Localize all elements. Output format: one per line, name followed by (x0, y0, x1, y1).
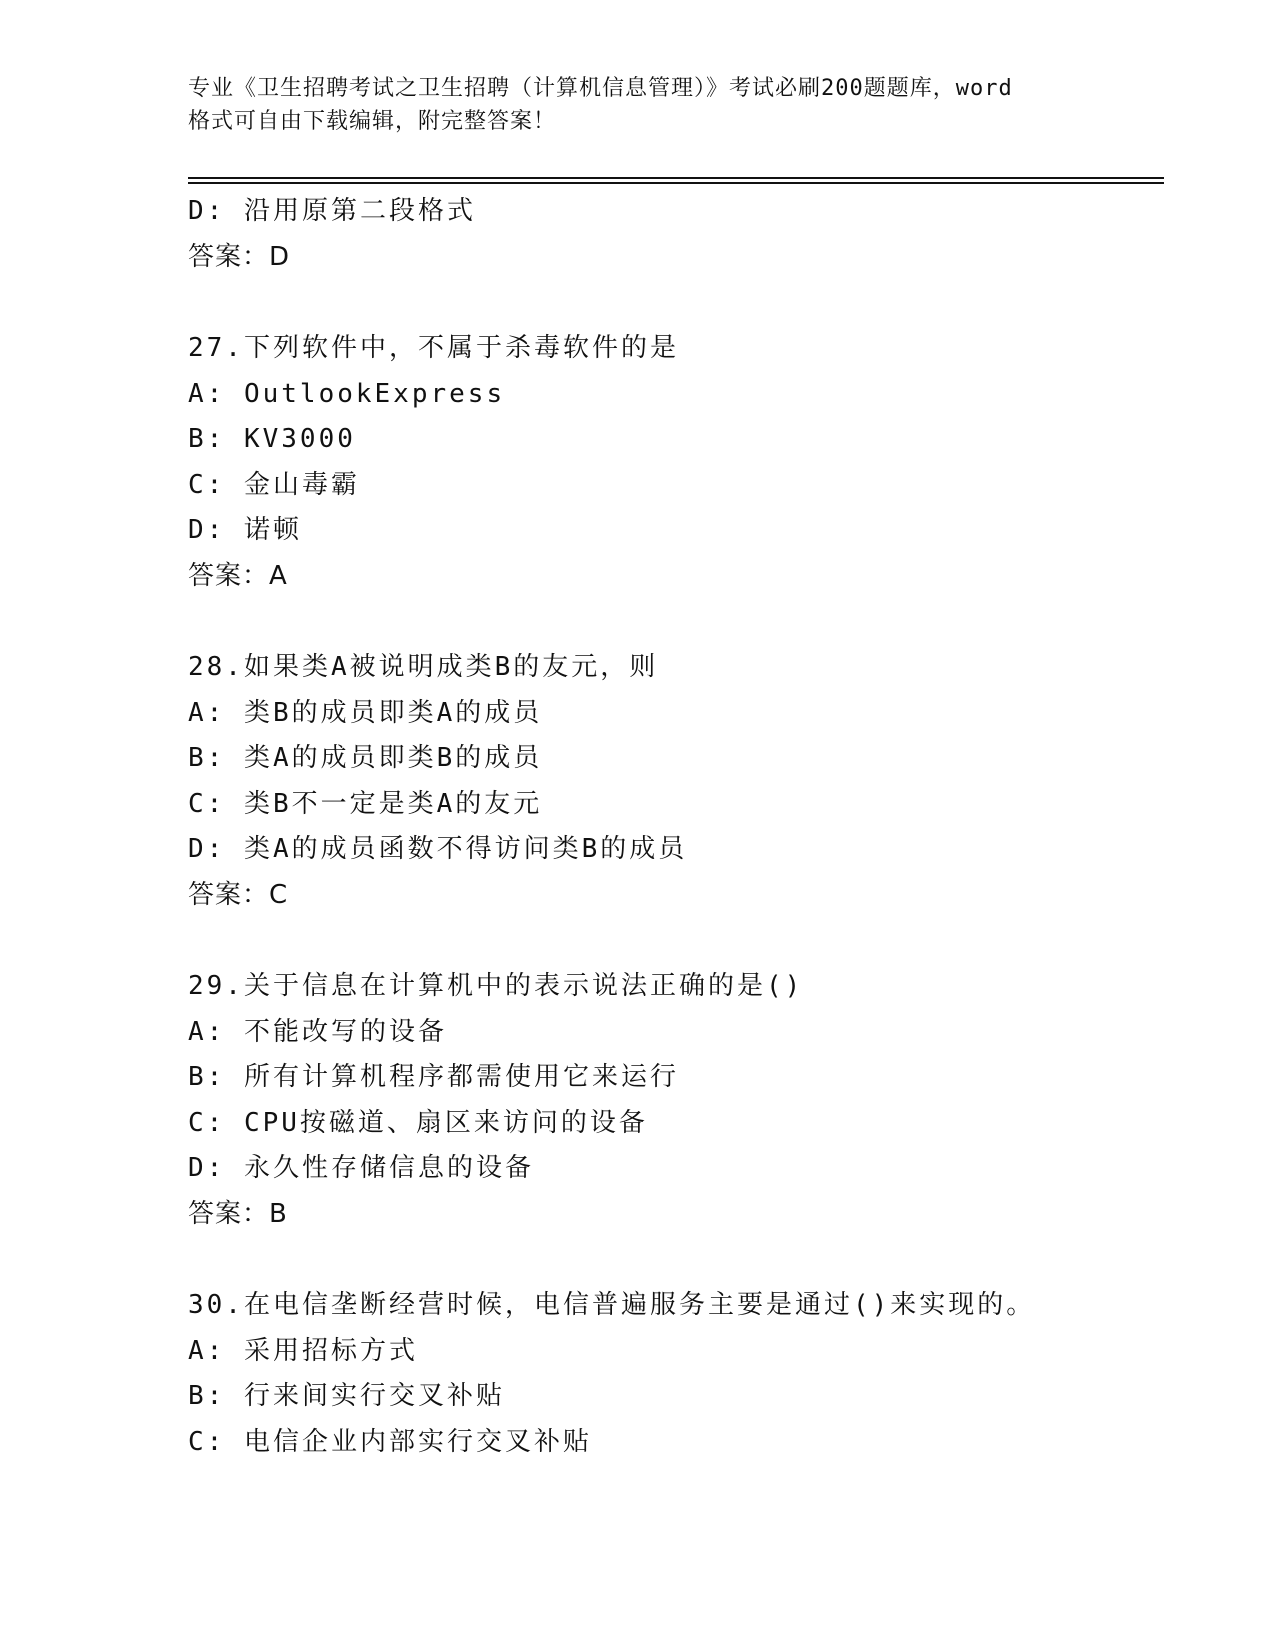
option-a: A: 不能改写的设备 (188, 1016, 447, 1047)
question-list (188, 189, 1168, 1465)
option-c: C: 类B不一定是类A的友元 (188, 788, 543, 819)
option-b: B: 类A的成员即类B的成员 (188, 743, 543, 773)
question-29 (188, 964, 1168, 1237)
option-b: B: 所有计算机程序都需使用它来运行 (188, 1062, 679, 1092)
option-c: C: 电信企业内部实行交叉补贴 (188, 1426, 592, 1457)
question-stem: 30.在电信垄断经营时候，电信普遍服务主要是通过()来实现的。 (188, 1290, 1036, 1320)
question-stem: 28.如果类A被说明成类B的友元，则 (188, 652, 659, 682)
prev-answer: 答案：D (188, 241, 291, 272)
question-stem: 27.下列软件中，不属于杀毒软件的是 (188, 333, 679, 363)
option-b: B: KV3000 (188, 424, 356, 454)
option-d: D: 类A的成员函数不得访问类B的成员 (188, 834, 688, 864)
option-a: A: 类B的成员即类A的成员 (188, 697, 543, 728)
option-b: B: 行来间实行交叉补贴 (188, 1381, 505, 1411)
option-c: C: CPU按磁道、扇区来访问的设备 (188, 1107, 648, 1138)
option-a: A: 采用招标方式 (188, 1335, 418, 1366)
answer: 答案：A (188, 560, 288, 591)
header-divider-top (188, 177, 1164, 179)
header-divider-bottom (188, 182, 1164, 184)
answer: 答案：B (188, 1198, 288, 1229)
option-a: A: OutlookExpress (188, 378, 506, 409)
question-27 (188, 326, 1168, 599)
option-d: D: 诺顿 (188, 515, 302, 545)
document-header (188, 72, 1128, 138)
header-line-1: 专业《卫生招聘考试之卫生招聘（计算机信息管理）》考试必刷200题题库，word (188, 76, 1013, 101)
question-30 (188, 1283, 1168, 1465)
question-28 (188, 645, 1168, 918)
answer: 答案：C (188, 879, 289, 910)
option-d: D: 永久性存储信息的设备 (188, 1153, 534, 1183)
option-c: C: 金山毒霸 (188, 469, 360, 500)
prev-option-d: D: 沿用原第二段格式 (188, 196, 476, 226)
question-stem: 29.关于信息在计算机中的表示说法正确的是() (188, 971, 804, 1001)
header-line-2: 格式可自由下载编辑，附完整答案！ (188, 109, 557, 134)
